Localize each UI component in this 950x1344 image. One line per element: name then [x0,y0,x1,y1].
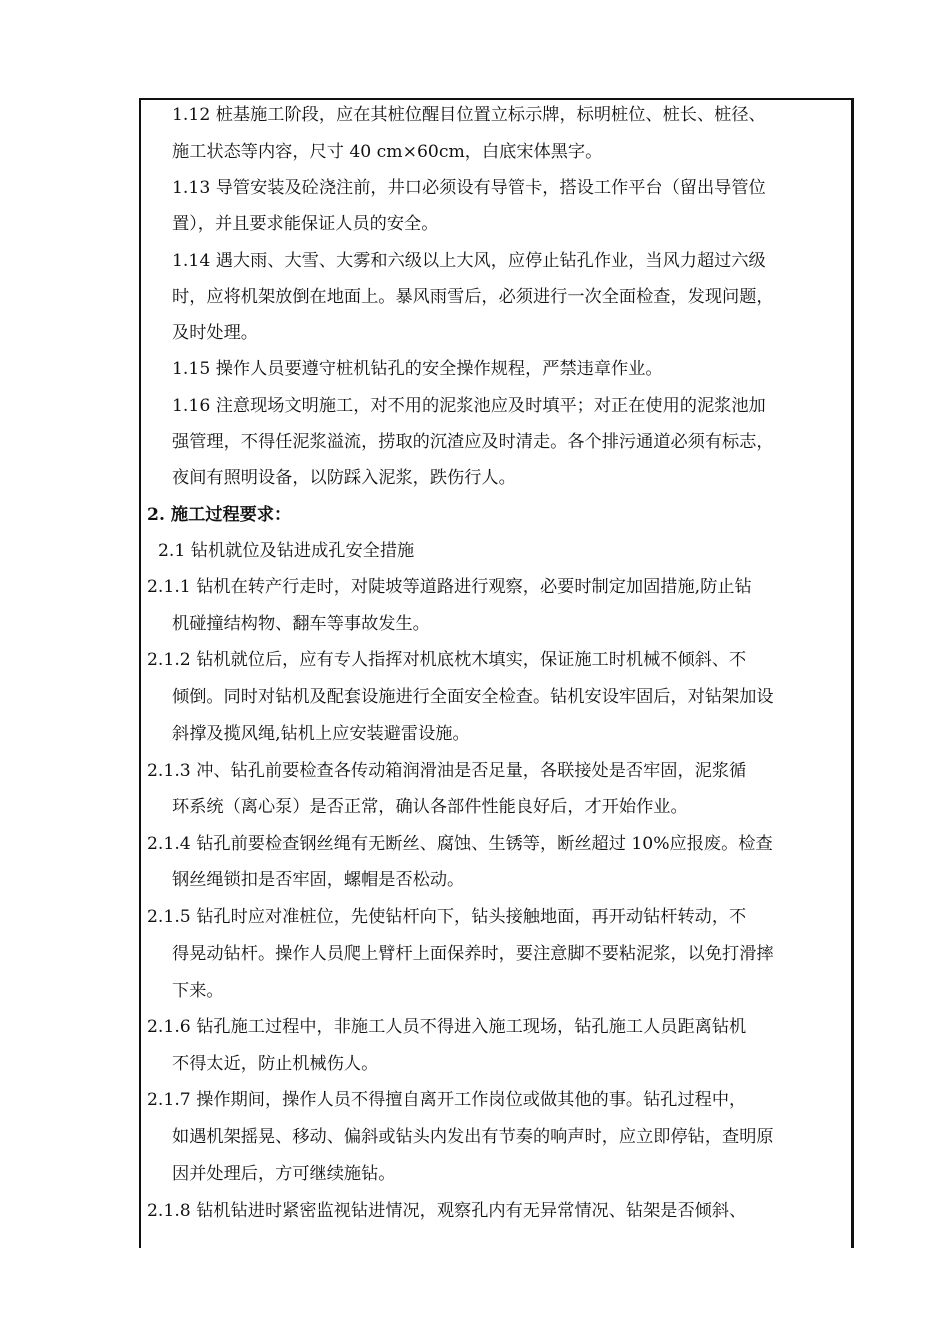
paragraph-2-1-3-line-2: 环系统（离心泵）是否正常，确认各部件性能良好后，才开始作业。 [172,797,688,817]
paragraph-2-1-3-line-1: 2.1.3 冲、钻孔前要检查各传动箱润滑油是否足量，各联接处是否牢固，泥浆循 [147,761,747,781]
paragraph-1-16-line-2: 强管理，不得任泥浆溢流，捞取的沉渣应及时清走。各个排污通道必须有标志， [172,432,774,452]
paragraph-1-14-line-1: 1.14 遇大雨、大雪、大雾和六级以上大风，应停止钻孔作业，当风力超过六级 [172,251,766,271]
paragraph-2-1-4-line-2: 钢丝绳锁扣是否牢固，螺帽是否松动。 [172,870,465,890]
paragraph-1-14-line-3: 及时处理。 [172,323,258,343]
paragraph-2-1-7-line-2: 如遇机架摇晃、移动、偏斜或钻头内发出有节奏的响声时，应立即停钻，查明原 [172,1127,774,1147]
paragraph-2-1-6-line-1: 2.1.6 钻孔施工过程中，非施工人员不得进入施工现场，钻孔施工人员距离钻机 [147,1017,747,1037]
paragraph-2-1-5-line-2: 得晃动钻杆。操作人员爬上臂杆上面保养时，要注意脚不要粘泥浆，以免打滑摔 [172,944,774,964]
paragraph-2-1-2-line-1: 2.1.2 钻机就位后，应有专人指挥对机底枕木填实，保证施工时机械不倾斜、不 [147,650,747,670]
paragraph-2-1-5-line-1: 2.1.5 钻孔时应对准桩位，先使钻杆向下，钻头接触地面，再开动钻杆转动，不 [147,907,747,927]
paragraph-2-1-5-line-3: 下来。 [172,981,224,1001]
paragraph-2-1-2-line-3: 斜撑及揽风绳,钻机上应安装避雷设施。 [172,724,470,744]
paragraph-2-1-7-line-1: 2.1.7 操作期间，操作人员不得擅自离开工作岗位或做其他的事。钻孔过程中， [147,1090,747,1110]
section-2-1-heading: 2.1 钻机就位及钻进成孔安全措施 [158,541,415,561]
paragraph-1-16-line-1: 1.16 注意现场文明施工，对不用的泥浆池应及时填平；对正在使用的泥浆池加 [172,396,766,416]
paragraph-2-1-4-line-1: 2.1.4 钻孔前要检查钢丝绳有无断丝、腐蚀、生锈等，断丝超过 10%应报废。检查 [147,834,773,854]
paragraph-2-1-1-line-1: 2.1.1 钻机在转产行走时，对陡坡等道路进行观察，必要时制定加固措施,防止钻 [147,577,752,597]
paragraph-2-1-2-line-2: 倾倒。同时对钻机及配套设施进行全面安全检查。钻机安设牢固后，对钻架加设 [172,687,774,707]
paragraph-1-13-line-2: 置），并且要求能保证人员的安全。 [172,214,439,234]
paragraph-1-15-line-1: 1.15 操作人员要遵守桩机钻孔的安全操作规程，严禁违章作业。 [172,359,663,379]
paragraph-1-12-line-1: 1.12 桩基施工阶段，应在其桩位醒目位置立标示牌，标明桩位、桩长、桩径、 [172,105,766,125]
paragraph-1-13-line-1: 1.13 导管安装及砼浇注前，井口必须设有导管卡，搭设工作平台（留出导管位 [172,178,766,198]
paragraph-2-1-7-line-3: 因并处理后，方可继续施钻。 [172,1164,396,1184]
paragraph-2-1-8-line-1: 2.1.8 钻机钻进时紧密监视钻进情况，观察孔内有无异常情况、钻架是否倾斜、 [147,1201,747,1221]
paragraph-1-16-line-3: 夜间有照明设备，以防踩入泥浆，跌伤行人。 [172,468,516,488]
paragraph-2-1-6-line-2: 不得太近，防止机械伤人。 [172,1054,379,1074]
section-2-heading: 2. 施工过程要求： [147,505,292,525]
paragraph-1-12-line-2: 施工状态等内容，尺寸 40 cm×60cm，白底宋体黑字。 [172,142,603,162]
paragraph-2-1-1-line-2: 机碰撞结构物、翻车等事故发生。 [172,614,430,634]
paragraph-1-14-line-2: 时，应将机架放倒在地面上。暴风雨雪后，必须进行一次全面检查，发现问题， [172,287,774,307]
